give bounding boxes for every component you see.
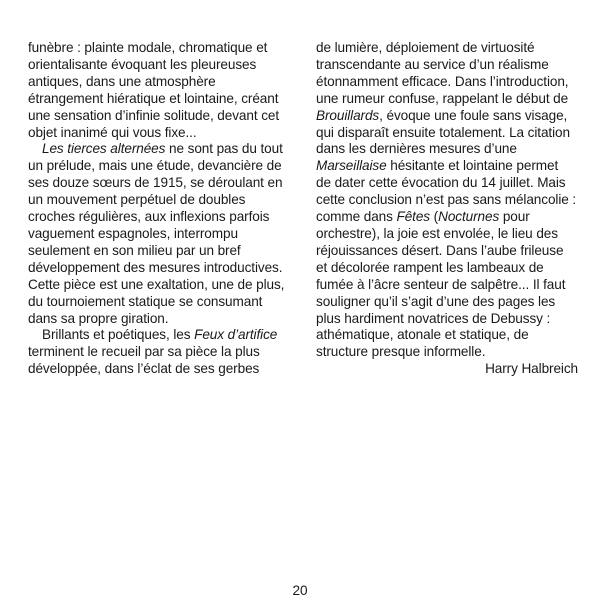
text-line: développement des mesures introductives.: [28, 259, 283, 275]
text-line: orientalisante évoquant les pleureuses: [28, 56, 257, 72]
text-fragment: (: [430, 209, 439, 225]
work-title-italic: Nocturnes: [438, 209, 500, 225]
text-line: souligner qu’il s’agit d’une des pages les: [316, 293, 556, 309]
text-line: transcendante au service d’un réalisme: [316, 56, 549, 72]
text-line: seulement en son milieu par un bref: [28, 242, 241, 258]
text-line: Cette pièce est une exaltation, une de plus,: [28, 276, 285, 292]
text-line: et décolorée rampent les lambeaux de: [316, 259, 544, 275]
text-fragment: comme dans: [316, 209, 397, 225]
text-fragment: ne sont pas du tout: [165, 141, 283, 157]
text-line: fumée à l’âcre senteur de salpêtre... Il faut: [316, 276, 566, 292]
text-fragment: , évoque une foule sans visage,: [379, 107, 568, 123]
text-line: plus hardiment novatrices de Debussy :: [316, 310, 551, 326]
text-line: athématique, atonale et statique, de: [316, 327, 529, 343]
text-line: [316, 158, 578, 175]
text-line: de lumière, déploiement de virtuosité: [316, 40, 535, 55]
text-line: objet inanimé qui vous fixe...: [28, 124, 197, 140]
work-title-italic: Fêtes: [396, 209, 430, 225]
work-title-italic: Marseillaise: [316, 158, 387, 174]
text-line: structure presque informelle.: [316, 344, 486, 360]
text-line: cette conclusion n’est pas sans mélancolie :: [316, 192, 577, 208]
left-text-column: [28, 40, 290, 378]
text-fragment: Brillants et poétiques, les: [42, 327, 195, 343]
text-line: étonnamment efficace. Dans l’introduction,: [316, 73, 569, 89]
work-title-italic: Feux d’artifice: [194, 327, 278, 343]
text-line: du tournoiement statique se consumant: [28, 293, 263, 309]
author-signature: Harry Halbreich: [485, 361, 578, 377]
text-line: dans les dernières mesures d’une: [316, 141, 517, 157]
text-line: développée, dans l’éclat de ses gerbes: [28, 361, 260, 377]
text-line: dans sa propre giration.: [28, 310, 169, 326]
text-line: antiques, dans une atmosphère: [28, 73, 216, 89]
text-line: croches régulières, aux inflexions parfois: [28, 209, 270, 225]
text-line: une rumeur confuse, rappelant le début de: [316, 90, 569, 106]
text-line: une sensation d’infinie solitude, devant cet: [28, 107, 280, 123]
paragraph-start-line: [28, 327, 290, 344]
text-line: un prélude, mais une étude, devancière de: [28, 158, 282, 174]
text-line: qui disparaît ensuite totalement. La citation: [316, 124, 570, 140]
text-line: de dater cette évocation du 14 juillet. Mais: [316, 175, 566, 191]
text-line: funèbre : plainte modale, chromatique et: [28, 40, 268, 55]
text-line: un mouvement perpétuel de doubles: [28, 192, 246, 208]
right-text-column: [316, 40, 578, 378]
text-line: vaguement espagnoles, interrompu: [28, 225, 238, 241]
text-line: étrangement hiératique et lointaine, créant: [28, 90, 279, 106]
text-line: terminent le recueil par sa pièce la plus: [28, 344, 260, 360]
page-number: 20: [292, 583, 308, 598]
work-title-italic: Brouillards: [316, 107, 380, 123]
text-line: réjouissances désert. Dans l’aube frileuse: [316, 242, 564, 258]
text-line: [316, 108, 578, 125]
text-line: ses douze sœurs de 1915, se déroulant en: [28, 175, 283, 191]
work-title-italic: Les tierces alternées: [42, 141, 166, 157]
text-line: orchestre), la joie est envolée, le lieu des: [316, 225, 558, 241]
paragraph-start-line: [28, 141, 290, 158]
text-fragment: hésitante et lointaine permet: [386, 158, 559, 174]
text-line: [316, 209, 578, 226]
text-fragment: pour: [499, 209, 530, 225]
